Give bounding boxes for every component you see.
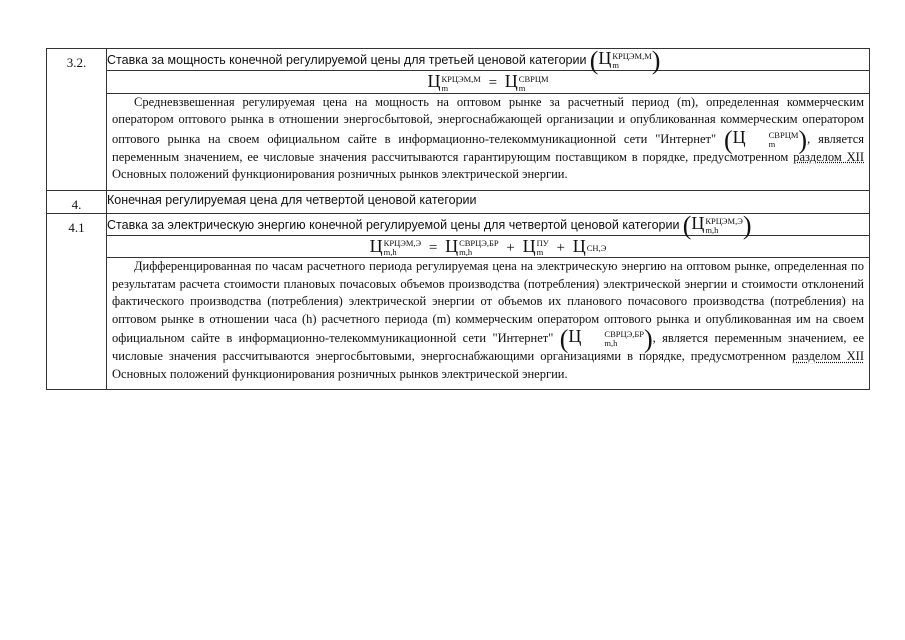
description-cell <box>107 258 870 390</box>
description-paragraph: Дифференцированная по часам расчетного периода регулируемая цена на электрическую энергию на оптовом рынке, определенная по результатам расчета стоимости плановых почасовых объемов производства (потребления) электрической энергии и стоимости отклонений фактического производства (потребления) электрической энергии от объемов их планового почасового производства (потребления) на оптовом рынке в отношении часа (h) расчетного периода (m) коммерческим оператором оптового рынка и опубликованная им на своем официальном сайте в информационно-телекоммуникационной сети "Интернет" (Ц СВРЦЭ,БР m,h ), является переменным значением, ее числовые значения рассчитываются энергосбытовыми, энергоснабжающими организациями в порядке, предусмотренном разделом XII Основных положений функционирования розничных рынков электрической энергии. <box>112 259 865 381</box>
row-title: Ставка за мощность конечной регулируемой цены для третьей ценовой категории (Ц КРЦЭМ,М m ) <box>107 49 870 71</box>
row-number: 4. <box>47 190 107 213</box>
symbol-sub: m <box>612 60 619 71</box>
paren-open: ( <box>589 46 599 76</box>
row-title: Ставка за электрическую энергию конечной регулируемой цены для четвертой ценовой категории (Ц КРЦЭМ,Э m,h ) <box>107 213 870 235</box>
description-cell <box>107 93 870 190</box>
section-link[interactable]: разделом XII <box>792 349 864 364</box>
document-table <box>46 48 870 390</box>
equals-sign: = <box>488 75 498 92</box>
description-paragraph: Средневзвешенная регулируемая цена на мощность на оптовом рынке за расчетный период (m), определенная коммерческим оператором оптового рынка в отношении энергосбытовой, энергоснабжающей организации и опубликованная коммерческим оператором оптового рынка на своем официальном сайте в информационно-телекоммуникационной сети "Интернет" (Ц СВРЦМ m ), является переменным значением, ее числовые значения рассчитываются гарантирующим поставщиком в порядке, предусмотренном разделом XII Основных положений функционирования розничных рынков электрической энергии. <box>112 94 865 182</box>
table-row <box>47 71 870 94</box>
row-number: 3.2. <box>47 49 107 191</box>
formula: Ц КРЦЭМ,М m = Ц СВРЦМ m <box>107 71 870 94</box>
section-link[interactable]: разделом XII <box>793 149 864 164</box>
table-row <box>47 213 870 235</box>
symbol-sup: КРЦЭМ,М <box>612 51 652 62</box>
table-row <box>47 258 870 390</box>
table-row <box>47 49 870 71</box>
symbol-base: Ц <box>598 48 612 68</box>
formula: Ц КРЦЭМ,Э m,h = Ц СВРЦЭ,БР m,h + Ц ПУ m + Ц СН,Э <box>107 235 870 258</box>
plus-sign: + <box>556 239 566 256</box>
plus-sign: + <box>506 239 515 256</box>
row-number: 4.1 <box>47 213 107 390</box>
row-title: Конечная регулируемая цена для четвертой ценовой категории <box>107 190 870 213</box>
table-row <box>47 93 870 190</box>
paren-close: ) <box>651 46 661 76</box>
equals-sign: = <box>428 239 438 256</box>
